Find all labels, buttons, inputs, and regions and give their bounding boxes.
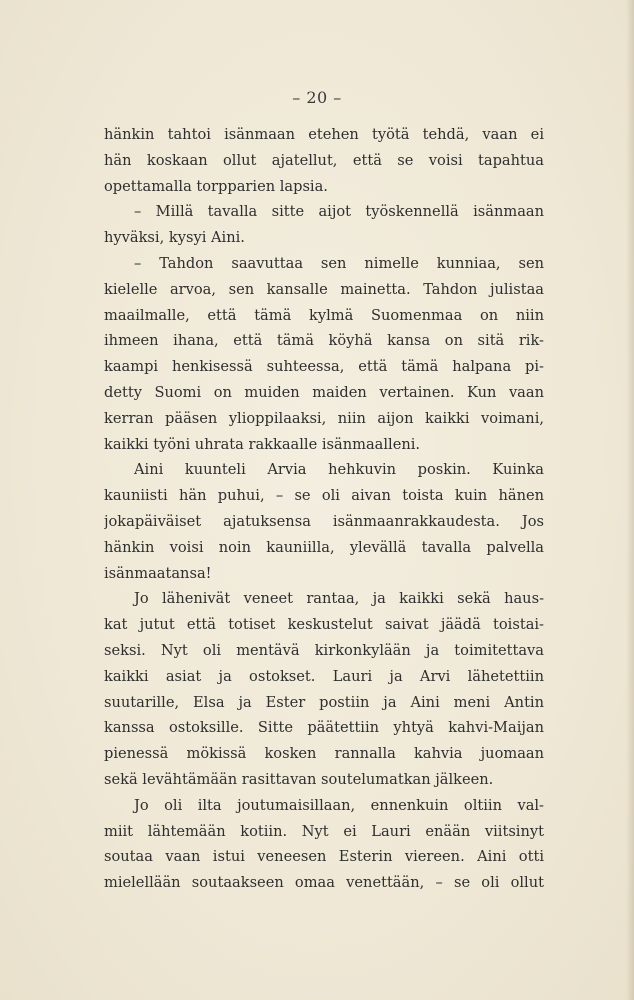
text-line: seksi. Nyt oli mentävä kirkonkylään ja toimitettava xyxy=(104,641,544,659)
text-line: – Tahdon saavuttaa sen nimelle kunniaa, sen xyxy=(134,254,544,272)
text-line: kauniisti hän puhui, – se oli aivan toista kuin hänen xyxy=(104,487,544,505)
text-line: ihmeen ihana, että tämä köyhä kansa on sitä rik- xyxy=(104,332,544,350)
text-line: kerran pääsen ylioppilaaksi, niin aijon kaikki voimani, xyxy=(104,409,544,427)
text-line: kaikki asiat ja ostokset. Lauri ja Arvi lähetettiin xyxy=(104,667,544,685)
text-line: opettamalla torpparien lapsia. xyxy=(104,177,328,195)
text-line: detty Suomi on muiden maiden vertainen. Kun vaan xyxy=(104,383,544,401)
text-line: hän koskaan ollut ajatellut, että se voisi tapahtua xyxy=(104,151,544,169)
body-text xyxy=(104,122,544,896)
text-line: – Millä tavalla sitte aijot työskennellä isänmaan xyxy=(134,203,544,221)
text-line: kat jutut että totiset keskustelut saivat jäädä toistai- xyxy=(104,616,544,634)
text-line: hyväksi, kysyi Aini. xyxy=(104,229,245,247)
text-line: kaikki työni uhrata rakkaalle isänmaalleni. xyxy=(104,435,421,453)
text-line: jokapäiväiset ajatuksensa isänmaanrakkaudesta. Jos xyxy=(104,512,544,530)
text-line: kanssa ostoksille. Sitte päätettiin yhtyä kahvi-Maijan xyxy=(104,719,544,737)
page-edge-shadow xyxy=(626,0,634,1000)
text-line: suutarille, Elsa ja Ester postiin ja Aini meni Antin xyxy=(104,693,544,711)
text-line: isänmaatansa! xyxy=(104,564,212,582)
page-number: – 20 – xyxy=(292,88,342,107)
text-line: mielellään soutaakseen omaa venettään, – se oli ollut xyxy=(104,874,544,892)
text-line: pienessä mökissä kosken rannalla kahvia juomaan xyxy=(104,745,544,763)
text-line: Aini kuunteli Arvia hehkuvin poskin. Kuinka xyxy=(134,461,544,479)
text-line: soutaa vaan istui veneesen Esterin viereen. Aini otti xyxy=(104,848,544,866)
text-line: Jo oli ilta joutumaisillaan, ennenkuin oltiin val- xyxy=(134,796,544,814)
text-line: maailmalle, että tämä kylmä Suomenmaa on niin xyxy=(104,306,544,324)
text-line: Jo lähenivät veneet rantaa, ja kaikki sekä haus- xyxy=(134,590,544,608)
text-line: miit lähtemään kotiin. Nyt ei Lauri enään viitsinyt xyxy=(104,822,544,840)
text-line: kielelle arvoa, sen kansalle mainetta. Tahdon julistaa xyxy=(104,280,544,298)
text-line: sekä levähtämään rasittavan soutelumatkan jälkeen. xyxy=(104,770,494,788)
text-line: kaampi henkisessä suhteessa, että tämä halpana pi- xyxy=(104,358,544,376)
text-line: hänkin tahtoi isänmaan etehen työtä tehdä, vaan ei xyxy=(104,126,544,143)
text-line: hänkin voisi noin kauniilla, ylevällä tavalla palvella xyxy=(104,538,544,556)
